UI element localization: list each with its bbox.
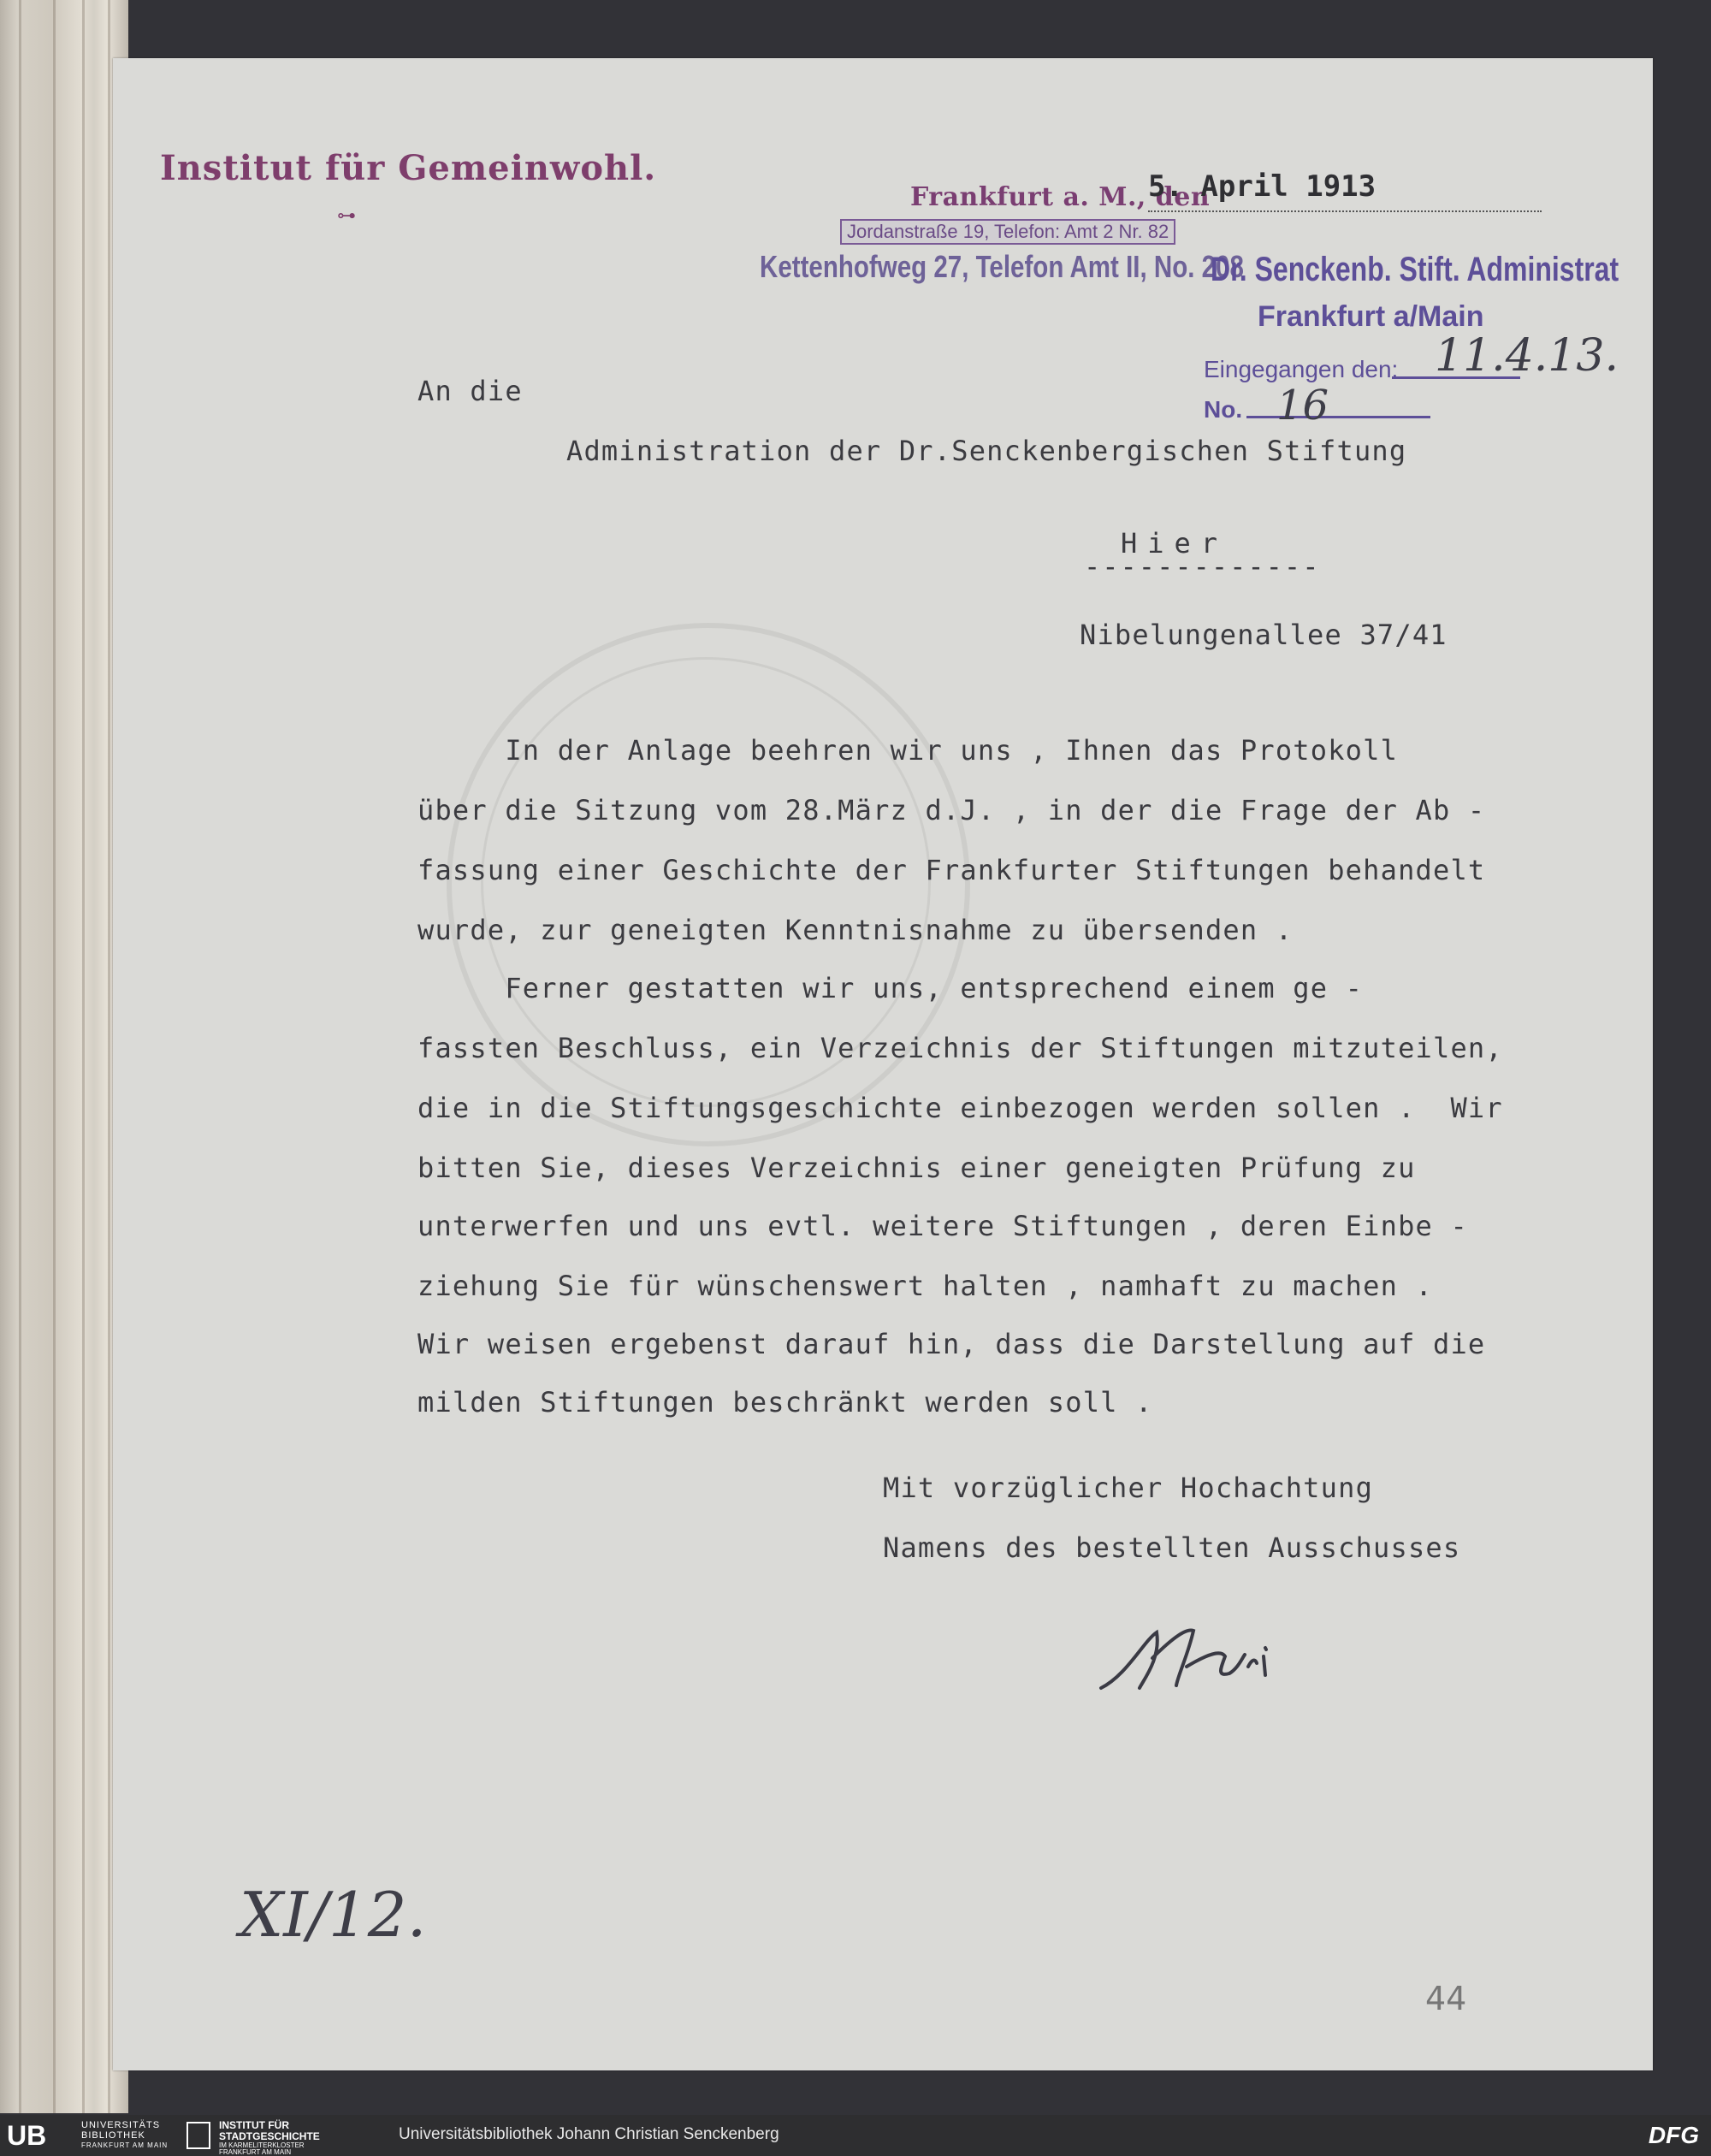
recipient-street: Nibelungenallee 37/41 [1080, 619, 1448, 651]
letterhead-institution: Institut für Gemeinwohl. [160, 148, 657, 188]
body-line: ziehung Sie für wünschenswert halten , namhaft zu machen . [417, 1270, 1434, 1302]
isg-logo[interactable] [186, 2115, 358, 2156]
receipt-stamp-received-label: Eingegangen den: [1204, 356, 1399, 382]
page-edge [108, 0, 110, 2113]
isg-logo-line: FRANKFURT AM MAIN [219, 2148, 292, 2156]
dateline-date: 5. April 1913 [1148, 169, 1376, 204]
body-line: In der Anlage beehren wir uns , Ihnen das Protokoll [417, 734, 1399, 767]
ub-logo[interactable] [0, 2115, 171, 2156]
body-line: unterwerfen und uns evtl. weitere Stiftungen , deren Einbe - [417, 1210, 1468, 1242]
body-line: Wir weisen ergebenst darauf hin, dass die Darstellung auf die [417, 1328, 1486, 1360]
page-number: 44 [1425, 1980, 1467, 2017]
recipient-location: Hier [1121, 527, 1228, 560]
body-line: Ferner gestatten wir uns, entsprechend einem ge - [417, 972, 1364, 1004]
body-line: fassung einer Geschichte der Frankfurter Stiftungen behandelt [417, 854, 1486, 886]
old-address-stamp: Jordanstraße 19, Telefon: Amt 2 Nr. 82 [840, 219, 1175, 245]
body-line: fassten Beschluss, ein Verzeichnis der Stiftungen mitzuteilen, [417, 1032, 1503, 1064]
ub-logo-line: FRANKFURT AM MAIN [81, 2141, 169, 2149]
body-line: bitten Sie, dieses Verzeichnis einer geneigten Prüfung zu [417, 1152, 1416, 1184]
body-line: milden Stiftungen beschränkt werden soll . [417, 1386, 1153, 1419]
isg-logo-line: IM KARMELITERKLOSTER [219, 2141, 305, 2149]
page-edge [19, 0, 21, 2113]
letterhead-ornament: ⊶ [337, 205, 356, 227]
building-icon [186, 2122, 210, 2149]
letter-sheet [113, 58, 1653, 2070]
closing-line-2: Namens des bestellten Ausschusses [883, 1531, 1461, 1564]
body-line: über die Sitzung vom 28.März d.J. , in der die Frage der Ab - [417, 794, 1486, 826]
dateline-rule [1148, 210, 1542, 212]
archive-mark: XI/12. [240, 1879, 427, 1951]
dateline-place: Frankfurt a. M., den [910, 182, 1211, 212]
page-edge [53, 0, 56, 2113]
recipient: Administration der Dr.Senckenbergischen Stiftung [566, 435, 1407, 467]
dfg-logo[interactable]: DFG [1648, 2122, 1699, 2148]
receipt-number-line [1246, 416, 1430, 418]
receipt-stamp-number-label: No. [1204, 396, 1243, 423]
ub-logo-line: BIBLIOTHEK [81, 2130, 145, 2141]
page-stack-left [0, 0, 128, 2113]
isg-logo-line: STADTGESCHICHTE [219, 2130, 320, 2142]
ub-logo-mark: UB [7, 2120, 47, 2151]
body-line: wurde, zur geneigten Kenntnisnahme zu übersenden . [417, 914, 1294, 946]
closing-line-1: Mit vorzüglicher Hochachtung [883, 1472, 1374, 1504]
receipt-stamp-city: Frankfurt a/Main [1258, 300, 1484, 333]
ub-logo-line: UNIVERSITÄTS [81, 2120, 161, 2130]
receipt-date-handwritten: 11.4.13. [1435, 330, 1619, 382]
footer-bar [0, 2115, 1711, 2156]
page-edge [82, 0, 85, 2113]
footer-credit: Universitätsbibliothek Johann Christian Senckenberg [399, 2125, 779, 2143]
handwritten-signature [1092, 1607, 1366, 1709]
recipient-location-rule: ------------- [1084, 550, 1321, 583]
new-address-stamp: Kettenhofweg 27, Telefon Amt II, No. 208 [760, 249, 1244, 284]
salutation: An die [417, 375, 523, 407]
receipt-number-handwritten: 16 [1276, 382, 1329, 429]
receipt-stamp-name: Dr. Senckenb. Stift. Administrat [1211, 251, 1619, 288]
body-line: die in die Stiftungsgeschichte einbezogen werden sollen . Wir [417, 1092, 1503, 1124]
isg-logo-line: INSTITUT FÜR [219, 2119, 289, 2131]
